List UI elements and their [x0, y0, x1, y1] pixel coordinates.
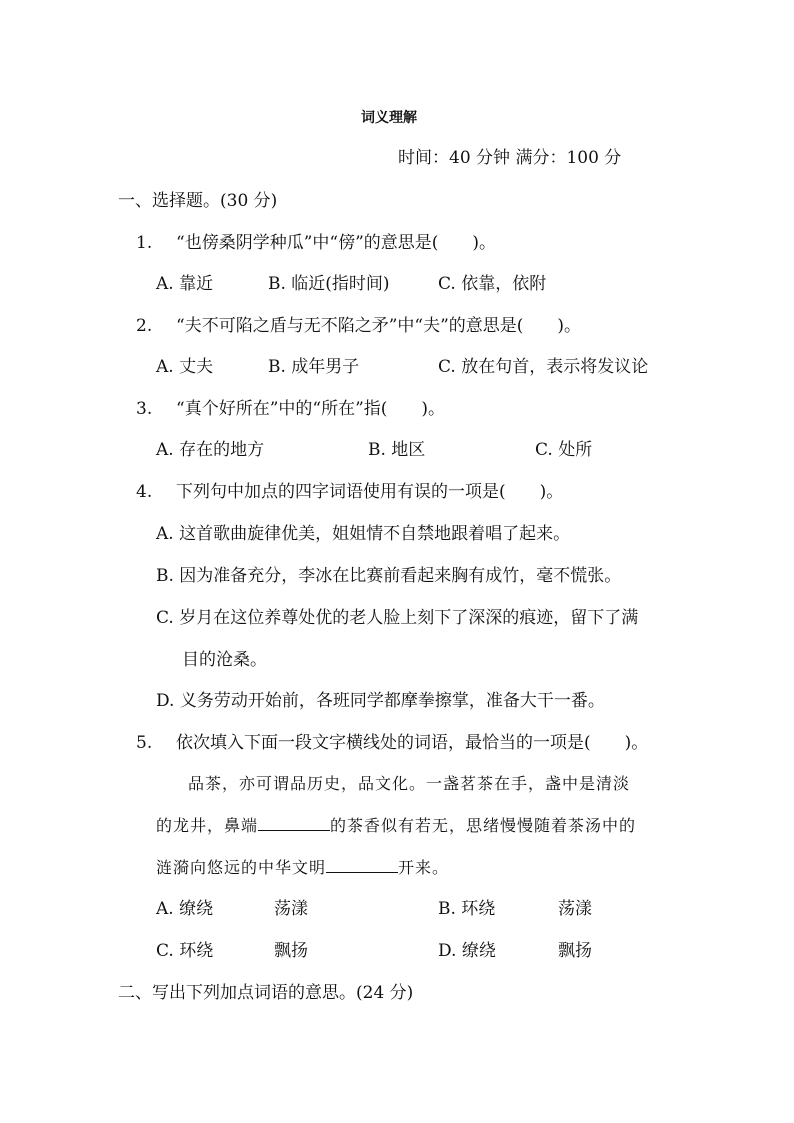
question-text: 依次填入下面一段文字横线处的词语，最恰当的一项是( )。	[176, 733, 649, 753]
q5-option-c-word-1[interactable]: C. 环绕	[156, 941, 214, 961]
q2-option-b[interactable]: B. 成年男子	[268, 357, 360, 377]
question-number: 5.	[136, 733, 153, 753]
exam-meta: 时间：40 分钟 满分：100 分	[398, 148, 622, 168]
question-number: 3.	[136, 399, 153, 419]
q5-option-d-word-2: 飘扬	[558, 941, 592, 961]
passage-text: 的茶香似有若无，思绪慢慢随着茶汤中的	[330, 816, 637, 835]
section-1-heading: 一、选择题。(30 分)	[118, 191, 278, 211]
answer-blank-2[interactable]	[326, 856, 398, 873]
q1-option-c[interactable]: C. 依靠，依附	[438, 274, 547, 294]
passage-text: 的龙井，鼻端	[156, 816, 259, 835]
q5-option-a-word-2: 荡漾	[274, 899, 308, 919]
question-3	[136, 397, 445, 421]
q1-option-b[interactable]: B. 临近(指时间)	[268, 274, 390, 294]
q2-option-a[interactable]: A. 丈夫	[156, 357, 214, 377]
q3-option-c[interactable]: C. 处所	[535, 440, 593, 460]
passage-line-1: 品茶，亦可谓品历史，品文化。一盏茗茶在手，盏中是清淡	[188, 774, 631, 793]
q4-option-b[interactable]: B. 因为准备充分，李冰在比赛前看起来胸有成竹，毫不慌张。	[156, 566, 622, 586]
q5-option-a-word-1[interactable]: A. 缭绕	[156, 899, 214, 919]
question-1	[136, 231, 496, 255]
question-number: 4.	[136, 482, 153, 502]
q4-option-c-continued: 目的沧桑。	[182, 650, 267, 670]
q5-option-d-word-1[interactable]: D. 缭绕	[438, 941, 496, 961]
passage-text: 开来。	[398, 858, 450, 877]
q4-option-d[interactable]: D. 义务劳动开始前，各班同学都摩拳擦掌，准备大干一番。	[156, 691, 605, 711]
question-2	[136, 314, 581, 338]
q5-option-c-word-2: 飘扬	[274, 941, 308, 961]
question-5	[136, 731, 648, 755]
question-text: “真个好所在”中的“所在”指( )。	[176, 399, 446, 419]
passage-text: 涟漪向悠远的中华文明	[156, 858, 327, 877]
section-2-heading: 二、写出下列加点词语的意思。(24 分)	[118, 983, 414, 1003]
q3-option-b[interactable]: B. 地区	[368, 440, 426, 460]
page-title: 词义理解	[361, 110, 417, 126]
q4-option-c[interactable]: C. 岁月在这位养尊处优的老人脸上刻下了深深的痕迹，留下了满	[156, 608, 639, 628]
question-number: 2.	[136, 316, 153, 336]
question-text: “夫不可陷之盾与无不陷之矛”中“夫”的意思是( )。	[176, 316, 582, 336]
q3-option-a[interactable]: A. 存在的地方	[156, 440, 265, 460]
question-text: “也傍桑阴学种瓜”中“傍”的意思是( )。	[176, 233, 497, 253]
q2-option-c[interactable]: C. 放在句首，表示将发议论	[438, 357, 649, 377]
answer-blank-1[interactable]	[258, 814, 330, 831]
passage-line-3	[156, 856, 449, 880]
q5-option-b-word-2: 荡漾	[558, 899, 592, 919]
question-text: 下列句中加点的四字词语使用有误的一项是( )。	[176, 482, 564, 502]
q1-option-a[interactable]: A. 靠近	[156, 274, 214, 294]
passage-line-2	[156, 814, 636, 838]
q4-option-a[interactable]: A. 这首歌曲旋律优美，姐姐情不自禁地跟着唱了起来。	[156, 524, 571, 544]
question-number: 1.	[136, 233, 153, 253]
question-4	[136, 480, 563, 504]
q5-option-b-word-1[interactable]: B. 环绕	[438, 899, 496, 919]
